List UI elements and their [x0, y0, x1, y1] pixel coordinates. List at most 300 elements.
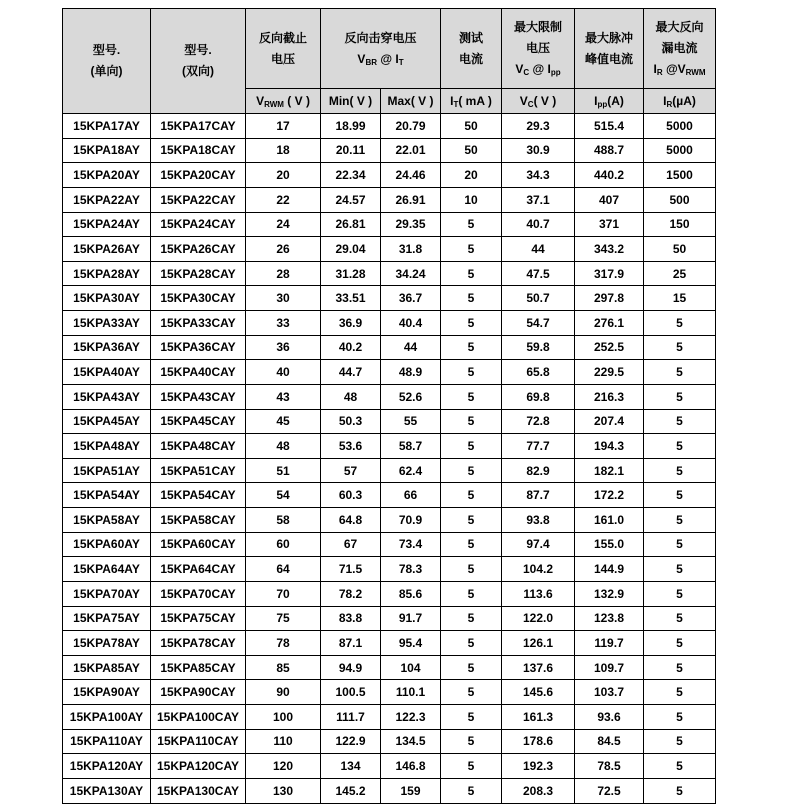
table-cell: 5 — [644, 557, 716, 582]
table-cell: 24.46 — [381, 163, 441, 188]
part-number-unidirectional: 15KPA54AY — [63, 483, 151, 508]
table-cell: 5 — [441, 705, 502, 730]
table-cell: 94.9 — [321, 655, 381, 680]
table-row — [63, 138, 716, 163]
header-text: V — [357, 51, 366, 66]
table-cell: 53.6 — [321, 434, 381, 459]
header-line — [152, 40, 244, 61]
table-cell: 297.8 — [575, 286, 644, 311]
table-cell: 78.3 — [381, 557, 441, 582]
part-number-bidirectional: 15KPA90CAY — [151, 680, 246, 705]
table-cell: 77.7 — [502, 434, 575, 459]
subcol-vc — [502, 89, 575, 114]
table-cell: 26 — [246, 237, 321, 262]
table-cell: 60.3 — [321, 483, 381, 508]
header-text: 反向击穿电压 — [344, 30, 417, 45]
header-text: 峰值电流 — [585, 51, 634, 66]
table-row — [63, 631, 716, 656]
header-text: I — [663, 93, 667, 108]
header-text: @ I — [377, 51, 399, 66]
table-cell: 37.1 — [502, 187, 575, 212]
table-cell: 78.2 — [321, 581, 381, 606]
table-header — [63, 9, 716, 114]
header-text: @ I — [529, 62, 551, 76]
table-cell: 122.3 — [381, 705, 441, 730]
table-cell: 5 — [441, 286, 502, 311]
header-text: V — [519, 93, 528, 108]
table-cell: 50.3 — [321, 409, 381, 434]
table-cell: 20.11 — [321, 138, 381, 163]
table-cell: 216.3 — [575, 384, 644, 409]
part-number-unidirectional: 15KPA43AY — [63, 384, 151, 409]
table-cell: 66 — [381, 483, 441, 508]
table-cell: 5 — [441, 729, 502, 754]
table-cell: 24 — [246, 212, 321, 237]
part-number-bidirectional: 15KPA20CAY — [151, 163, 246, 188]
table-cell: 104.2 — [502, 557, 575, 582]
electrical-characteristics-table — [62, 8, 716, 804]
table-cell: 47.5 — [502, 261, 575, 286]
subscript-text: C — [523, 68, 530, 77]
table-cell: 60 — [246, 532, 321, 557]
table-cell: 48 — [246, 434, 321, 459]
table-cell: 36.7 — [381, 286, 441, 311]
table-cell: 5 — [441, 778, 502, 803]
table-cell: 31.8 — [381, 237, 441, 262]
header-text: I — [450, 93, 454, 108]
header-line — [247, 28, 319, 49]
subcol-min — [321, 89, 381, 114]
header-text: (A) — [607, 93, 624, 108]
table-row — [63, 409, 716, 434]
table-cell: 26.91 — [381, 187, 441, 212]
table-cell: 488.7 — [575, 138, 644, 163]
table-row — [63, 532, 716, 557]
table-cell: 78 — [246, 631, 321, 656]
table-cell: 5 — [644, 705, 716, 730]
table-cell: 90 — [246, 680, 321, 705]
subcol-ipp — [575, 89, 644, 114]
part-number-bidirectional: 15KPA45CAY — [151, 409, 246, 434]
table-cell: 64 — [246, 557, 321, 582]
table-row — [63, 311, 716, 336]
part-number-bidirectional: 15KPA78CAY — [151, 631, 246, 656]
header-line — [645, 59, 714, 80]
part-number-unidirectional: 15KPA40AY — [63, 360, 151, 385]
header-line — [576, 28, 642, 49]
table-cell: 25 — [644, 261, 716, 286]
table-cell: 72.8 — [502, 409, 575, 434]
table-cell: 26.81 — [321, 212, 381, 237]
table-cell: 78.5 — [575, 754, 644, 779]
header-text: 电压 — [526, 41, 551, 55]
part-number-unidirectional: 15KPA75AY — [63, 606, 151, 631]
part-number-unidirectional: 15KPA18AY — [63, 138, 151, 163]
table-cell: 43 — [246, 384, 321, 409]
subscript-text: T — [398, 57, 404, 67]
header-text: @V — [662, 62, 686, 76]
part-number-bidirectional: 15KPA85CAY — [151, 655, 246, 680]
table-cell: 5 — [644, 483, 716, 508]
part-number-bidirectional: 15KPA33CAY — [151, 311, 246, 336]
table-cell: 85 — [246, 655, 321, 680]
table-cell: 34.24 — [381, 261, 441, 286]
table-cell: 22.34 — [321, 163, 381, 188]
table-cell: 5 — [644, 754, 716, 779]
table-cell: 91.7 — [381, 606, 441, 631]
table-cell: 276.1 — [575, 311, 644, 336]
table-cell: 145.6 — [502, 680, 575, 705]
table-cell: 343.2 — [575, 237, 644, 262]
table-cell: 5 — [644, 581, 716, 606]
table-row — [63, 434, 716, 459]
table-row — [63, 261, 716, 286]
subscript-text: pp — [550, 68, 561, 77]
table-cell: 407 — [575, 187, 644, 212]
table-cell: 93.6 — [575, 705, 644, 730]
table-cell: 57 — [321, 458, 381, 483]
header-line — [152, 61, 244, 82]
col-test-current — [441, 9, 502, 89]
table-cell: 122.9 — [321, 729, 381, 754]
table-cell: 33.51 — [321, 286, 381, 311]
table-cell: 30 — [246, 286, 321, 311]
part-number-bidirectional: 15KPA17CAY — [151, 114, 246, 139]
table-row — [63, 483, 716, 508]
table-cell: 54 — [246, 483, 321, 508]
header-text: Max( V ) — [387, 94, 434, 108]
table-cell: 36 — [246, 335, 321, 360]
table-cell: 122.0 — [502, 606, 575, 631]
table-row — [63, 212, 716, 237]
table-cell: 100.5 — [321, 680, 381, 705]
table-cell: 192.3 — [502, 754, 575, 779]
table-cell: 144.9 — [575, 557, 644, 582]
part-number-unidirectional: 15KPA48AY — [63, 434, 151, 459]
table-cell: 126.1 — [502, 631, 575, 656]
part-number-unidirectional: 15KPA51AY — [63, 458, 151, 483]
table-cell: 208.3 — [502, 778, 575, 803]
table-cell: 161.3 — [502, 705, 575, 730]
table-cell: 182.1 — [575, 458, 644, 483]
table-cell: 5000 — [644, 114, 716, 139]
table-row — [63, 384, 716, 409]
table-cell: 109.7 — [575, 655, 644, 680]
table-row — [63, 729, 716, 754]
table-cell: 5 — [441, 434, 502, 459]
header-text: (µA) — [672, 93, 696, 108]
table-cell: 29.04 — [321, 237, 381, 262]
table-cell: 110.1 — [381, 680, 441, 705]
table-cell: 5 — [644, 655, 716, 680]
table-cell: 500 — [644, 187, 716, 212]
part-number-bidirectional: 15KPA24CAY — [151, 212, 246, 237]
table-cell: 5 — [644, 680, 716, 705]
table-cell: 5 — [441, 311, 502, 336]
header-text: ( V ) — [283, 93, 310, 108]
part-number-bidirectional: 15KPA51CAY — [151, 458, 246, 483]
table-cell: 55 — [381, 409, 441, 434]
header-line — [442, 49, 500, 70]
table-cell: 5 — [441, 409, 502, 434]
part-number-unidirectional: 15KPA85AY — [63, 655, 151, 680]
header-line — [503, 59, 573, 80]
col-max-peak-pulse-current — [575, 9, 644, 89]
header-text: Min( V ) — [328, 94, 373, 108]
table-cell: 87.7 — [502, 483, 575, 508]
table-cell: 59.8 — [502, 335, 575, 360]
header-text: 型号. — [184, 43, 212, 57]
part-number-unidirectional: 15KPA26AY — [63, 237, 151, 262]
table-cell: 67 — [321, 532, 381, 557]
subscript-text: R — [666, 99, 673, 109]
table-row — [63, 581, 716, 606]
part-number-unidirectional: 15KPA24AY — [63, 212, 151, 237]
table-cell: 84.5 — [575, 729, 644, 754]
part-number-bidirectional: 15KPA43CAY — [151, 384, 246, 409]
table-cell: 82.9 — [502, 458, 575, 483]
part-number-bidirectional: 15KPA110CAY — [151, 729, 246, 754]
table-cell: 97.4 — [502, 532, 575, 557]
table-cell: 62.4 — [381, 458, 441, 483]
table-cell: 18.99 — [321, 114, 381, 139]
table-cell: 130 — [246, 778, 321, 803]
table-cell: 5 — [441, 655, 502, 680]
part-number-bidirectional: 15KPA70CAY — [151, 581, 246, 606]
header-text: V — [256, 93, 265, 108]
table-cell: 48.9 — [381, 360, 441, 385]
table-cell: 440.2 — [575, 163, 644, 188]
table-row — [63, 458, 716, 483]
table-row — [63, 508, 716, 533]
header-line — [645, 17, 714, 38]
table-cell: 83.8 — [321, 606, 381, 631]
table-cell: 50 — [441, 138, 502, 163]
table-cell: 44 — [381, 335, 441, 360]
table-cell: 5 — [644, 384, 716, 409]
table-row — [63, 680, 716, 705]
part-number-bidirectional: 15KPA22CAY — [151, 187, 246, 212]
part-number-bidirectional: 15KPA60CAY — [151, 532, 246, 557]
table-cell: 5 — [644, 458, 716, 483]
subscript-text: pp — [597, 99, 608, 109]
col-max-reverse-leakage-current — [644, 9, 716, 89]
header-text: 最大反向 — [655, 20, 704, 34]
table-cell: 65.8 — [502, 360, 575, 385]
table-cell: 5 — [441, 237, 502, 262]
table-cell: 159 — [381, 778, 441, 803]
table-cell: 5 — [644, 409, 716, 434]
table-row — [63, 335, 716, 360]
part-number-unidirectional: 15KPA28AY — [63, 261, 151, 286]
table-cell: 28 — [246, 261, 321, 286]
table-cell: 119.7 — [575, 631, 644, 656]
table-cell: 58.7 — [381, 434, 441, 459]
table-row — [63, 360, 716, 385]
table-cell: 317.9 — [575, 261, 644, 286]
table-cell: 515.4 — [575, 114, 644, 139]
table-cell: 30.9 — [502, 138, 575, 163]
table-cell: 145.2 — [321, 778, 381, 803]
table-cell: 5 — [644, 778, 716, 803]
table-cell: 54.7 — [502, 311, 575, 336]
table-cell: 123.8 — [575, 606, 644, 631]
header-text: 最大脉冲 — [585, 30, 634, 45]
table-cell: 155.0 — [575, 532, 644, 557]
header-line — [503, 17, 573, 38]
table-cell: 194.3 — [575, 434, 644, 459]
subscript-text: T — [453, 99, 459, 109]
table-cell: 10 — [441, 187, 502, 212]
header-text: 反向截止 — [258, 30, 307, 45]
header-line — [503, 38, 573, 59]
table-cell: 50.7 — [502, 286, 575, 311]
table-cell: 40 — [246, 360, 321, 385]
header-group-row — [63, 9, 716, 89]
header-text: 型号. — [92, 43, 121, 57]
table-cell: 5 — [441, 631, 502, 656]
table-cell: 5 — [441, 384, 502, 409]
table-cell: 5 — [441, 212, 502, 237]
table-row — [63, 237, 716, 262]
part-number-bidirectional: 15KPA130CAY — [151, 778, 246, 803]
subcol-vrwm — [246, 89, 321, 114]
table-cell: 137.6 — [502, 655, 575, 680]
header-text: ( V ) — [533, 93, 557, 108]
table-row — [63, 557, 716, 582]
table-cell: 22.01 — [381, 138, 441, 163]
table-cell: 29.3 — [502, 114, 575, 139]
table-cell: 87.1 — [321, 631, 381, 656]
header-text: I — [594, 93, 598, 108]
subcol-max — [381, 89, 441, 114]
subscript-text: C — [527, 99, 534, 109]
table-cell: 24.57 — [321, 187, 381, 212]
table-cell: 45 — [246, 409, 321, 434]
table-cell: 40.4 — [381, 311, 441, 336]
table-cell: 5 — [441, 360, 502, 385]
part-number-unidirectional: 15KPA130AY — [63, 778, 151, 803]
part-number-bidirectional: 15KPA26CAY — [151, 237, 246, 262]
part-number-unidirectional: 15KPA120AY — [63, 754, 151, 779]
table-cell: 34.3 — [502, 163, 575, 188]
table-cell: 5 — [441, 335, 502, 360]
table-cell: 15 — [644, 286, 716, 311]
table-row — [63, 187, 716, 212]
table-cell: 371 — [575, 212, 644, 237]
table-cell: 20.79 — [381, 114, 441, 139]
table-cell: 36.9 — [321, 311, 381, 336]
header-text: V — [515, 62, 524, 76]
table-cell: 111.7 — [321, 705, 381, 730]
table-cell: 29.35 — [381, 212, 441, 237]
table-cell: 5 — [441, 458, 502, 483]
part-number-bidirectional: 15KPA40CAY — [151, 360, 246, 385]
table-row — [63, 778, 716, 803]
part-number-bidirectional: 15KPA75CAY — [151, 606, 246, 631]
table-cell: 71.5 — [321, 557, 381, 582]
part-number-unidirectional: 15KPA20AY — [63, 163, 151, 188]
part-number-bidirectional: 15KPA120CAY — [151, 754, 246, 779]
part-number-unidirectional: 15KPA17AY — [63, 114, 151, 139]
table-cell: 5 — [644, 532, 716, 557]
table-cell: 93.8 — [502, 508, 575, 533]
table-cell: 5 — [441, 508, 502, 533]
header-text: 最大限制 — [514, 20, 563, 34]
table-cell: 51 — [246, 458, 321, 483]
table-body — [63, 114, 716, 804]
table-cell: 207.4 — [575, 409, 644, 434]
table-cell: 110 — [246, 729, 321, 754]
part-number-unidirectional: 15KPA90AY — [63, 680, 151, 705]
table-cell: 5 — [644, 434, 716, 459]
table-cell: 229.5 — [575, 360, 644, 385]
part-number-unidirectional: 15KPA78AY — [63, 631, 151, 656]
table-cell: 44 — [502, 237, 575, 262]
header-line — [322, 49, 439, 70]
table-cell: 134.5 — [381, 729, 441, 754]
part-number-bidirectional: 15KPA100CAY — [151, 705, 246, 730]
table-row — [63, 705, 716, 730]
table-cell: 5 — [441, 532, 502, 557]
part-number-unidirectional: 15KPA30AY — [63, 286, 151, 311]
table-cell: 72.5 — [575, 778, 644, 803]
table-cell: 132.9 — [575, 581, 644, 606]
table-cell: 50 — [441, 114, 502, 139]
table-cell: 178.6 — [502, 729, 575, 754]
header-text: I — [653, 62, 657, 76]
part-number-unidirectional: 15KPA100AY — [63, 705, 151, 730]
part-number-bidirectional: 15KPA28CAY — [151, 261, 246, 286]
table-cell: 161.0 — [575, 508, 644, 533]
table-cell: 5 — [441, 754, 502, 779]
part-number-unidirectional: 15KPA110AY — [63, 729, 151, 754]
col-max-clamping-voltage — [502, 9, 575, 89]
col-reverse-breakdown-voltage — [321, 9, 441, 89]
header-text: 电压 — [270, 51, 295, 66]
part-number-unidirectional: 15KPA58AY — [63, 508, 151, 533]
part-number-bidirectional: 15KPA58CAY — [151, 508, 246, 533]
table-cell: 5 — [441, 606, 502, 631]
subscript-text: R — [656, 68, 663, 77]
part-number-unidirectional: 15KPA22AY — [63, 187, 151, 212]
part-number-unidirectional: 15KPA60AY — [63, 532, 151, 557]
header-line — [442, 28, 500, 49]
part-number-bidirectional: 15KPA48CAY — [151, 434, 246, 459]
table-cell: 75 — [246, 606, 321, 631]
table-cell: 20 — [441, 163, 502, 188]
header-text: 测试 — [459, 30, 484, 45]
table-cell: 58 — [246, 508, 321, 533]
table-cell: 150 — [644, 212, 716, 237]
table-cell: 52.6 — [381, 384, 441, 409]
table-cell: 5 — [441, 483, 502, 508]
table-cell: 22 — [246, 187, 321, 212]
table-cell: 5 — [644, 606, 716, 631]
table-cell: 95.4 — [381, 631, 441, 656]
table-cell: 113.6 — [502, 581, 575, 606]
subscript-text: BR — [365, 57, 377, 67]
subcol-it — [441, 89, 502, 114]
col-model-unidirectional — [63, 9, 151, 114]
part-number-unidirectional: 15KPA64AY — [63, 557, 151, 582]
table-row — [63, 163, 716, 188]
header-text: 漏电流 — [661, 41, 698, 55]
header-line — [645, 38, 714, 59]
table-cell: 48 — [321, 384, 381, 409]
part-number-unidirectional: 15KPA33AY — [63, 311, 151, 336]
col-model-bidirectional — [151, 9, 246, 114]
